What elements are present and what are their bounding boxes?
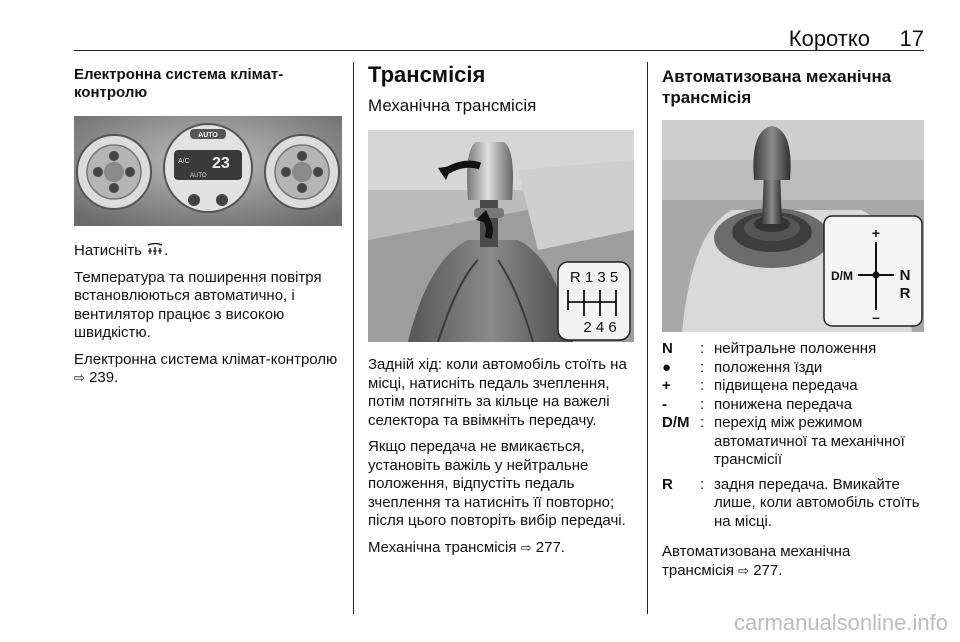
page-reference-icon: ⇨ (520, 540, 532, 556)
climate-body: Температура та поширення повітря встановлюються автоматично, і вентилятор працює з високою швидкістю. (74, 268, 322, 341)
page-reference-icon: ⇨ (738, 563, 750, 579)
column-divider-1 (353, 62, 354, 614)
automated-transmission-heading: Автоматизована механічна трансмісія (662, 67, 892, 107)
page-number: 17 (899, 26, 924, 51)
svg-text:AUTO: AUTO (190, 173, 207, 179)
column-divider-2 (647, 62, 648, 614)
svg-text:N: N (899, 267, 911, 284)
column-transmission (368, 62, 634, 566)
list-item: R : задня передача. Вмикайте лише, коли автомобіль стоїть на місці. (662, 475, 920, 530)
press-instruction: Натисніть . (74, 242, 169, 259)
manual-transmission-reference: Механічна трансмісія ⇨ 277. (368, 538, 565, 556)
reverse-gear-text: Задній хід: коли автомобіль стоїть на місці, натисніть педаль зчеплення, потім потягніть за кільце на важелі селектора та ввімкніть передачу. (368, 356, 627, 429)
gear-bottom-labels: 2 4 6 (583, 319, 617, 336)
column-climate (74, 62, 342, 397)
list-item: - : понижена передача (662, 395, 853, 413)
manual-ref-link[interactable]: 277. (535, 538, 565, 556)
column-automated-transmission (662, 62, 924, 589)
automated-gearshift-image (662, 120, 924, 332)
climate-heading: Електронна система клімат-контролю (74, 66, 284, 101)
automated-ref-link[interactable]: 277. (753, 561, 783, 579)
climate-ref-link[interactable]: 239. (89, 369, 119, 386)
automated-transmission-reference: Автоматизована механічна трансмісія ⇨ 277. (662, 543, 851, 579)
list-item: N : нейтральне положення (662, 340, 877, 357)
list-item: + : підвищена передача (662, 377, 858, 394)
svg-text:+: + (871, 225, 881, 241)
gear-not-engaging-text: Якщо передача не вмикається, установіть важіль у нейтральне положення, відпустіть педаль зчеплення та натисніть її повторно; після цього повторіть вибір передачі. (368, 438, 626, 529)
gear-top-labels: R 1 3 5 (569, 269, 619, 286)
gear-position-list (662, 340, 924, 531)
manual-gearshift-image (368, 130, 634, 342)
svg-text:R: R (899, 285, 911, 302)
list-item: D/M : перехід між режимом автоматичної та механічної трансмісії (662, 414, 905, 468)
header-rule (74, 50, 924, 51)
page-footer (0, 610, 960, 642)
list-item: ● : положення їзди (662, 358, 823, 376)
page-header (0, 0, 960, 52)
svg-text:D/M: D/M (831, 269, 853, 283)
climate-auto-icon (146, 243, 164, 256)
svg-text:–: – (872, 309, 880, 325)
auto-badge: AUTO (198, 132, 218, 139)
climate-panel-image (74, 116, 342, 226)
svg-text:23: 23 (212, 155, 230, 172)
transmission-heading: Трансмісія (368, 62, 486, 87)
watermark-text: carmanualsonline.info (733, 610, 948, 635)
manual-transmission-heading: Механічна трансмісія (368, 96, 537, 115)
svg-text:A/C: A/C (178, 158, 190, 165)
page-reference-icon: ⇨ (74, 371, 85, 386)
climate-reference: Електронна система клімат-контролю ⇨ 239. (74, 350, 338, 386)
section-title: Коротко (788, 26, 870, 51)
